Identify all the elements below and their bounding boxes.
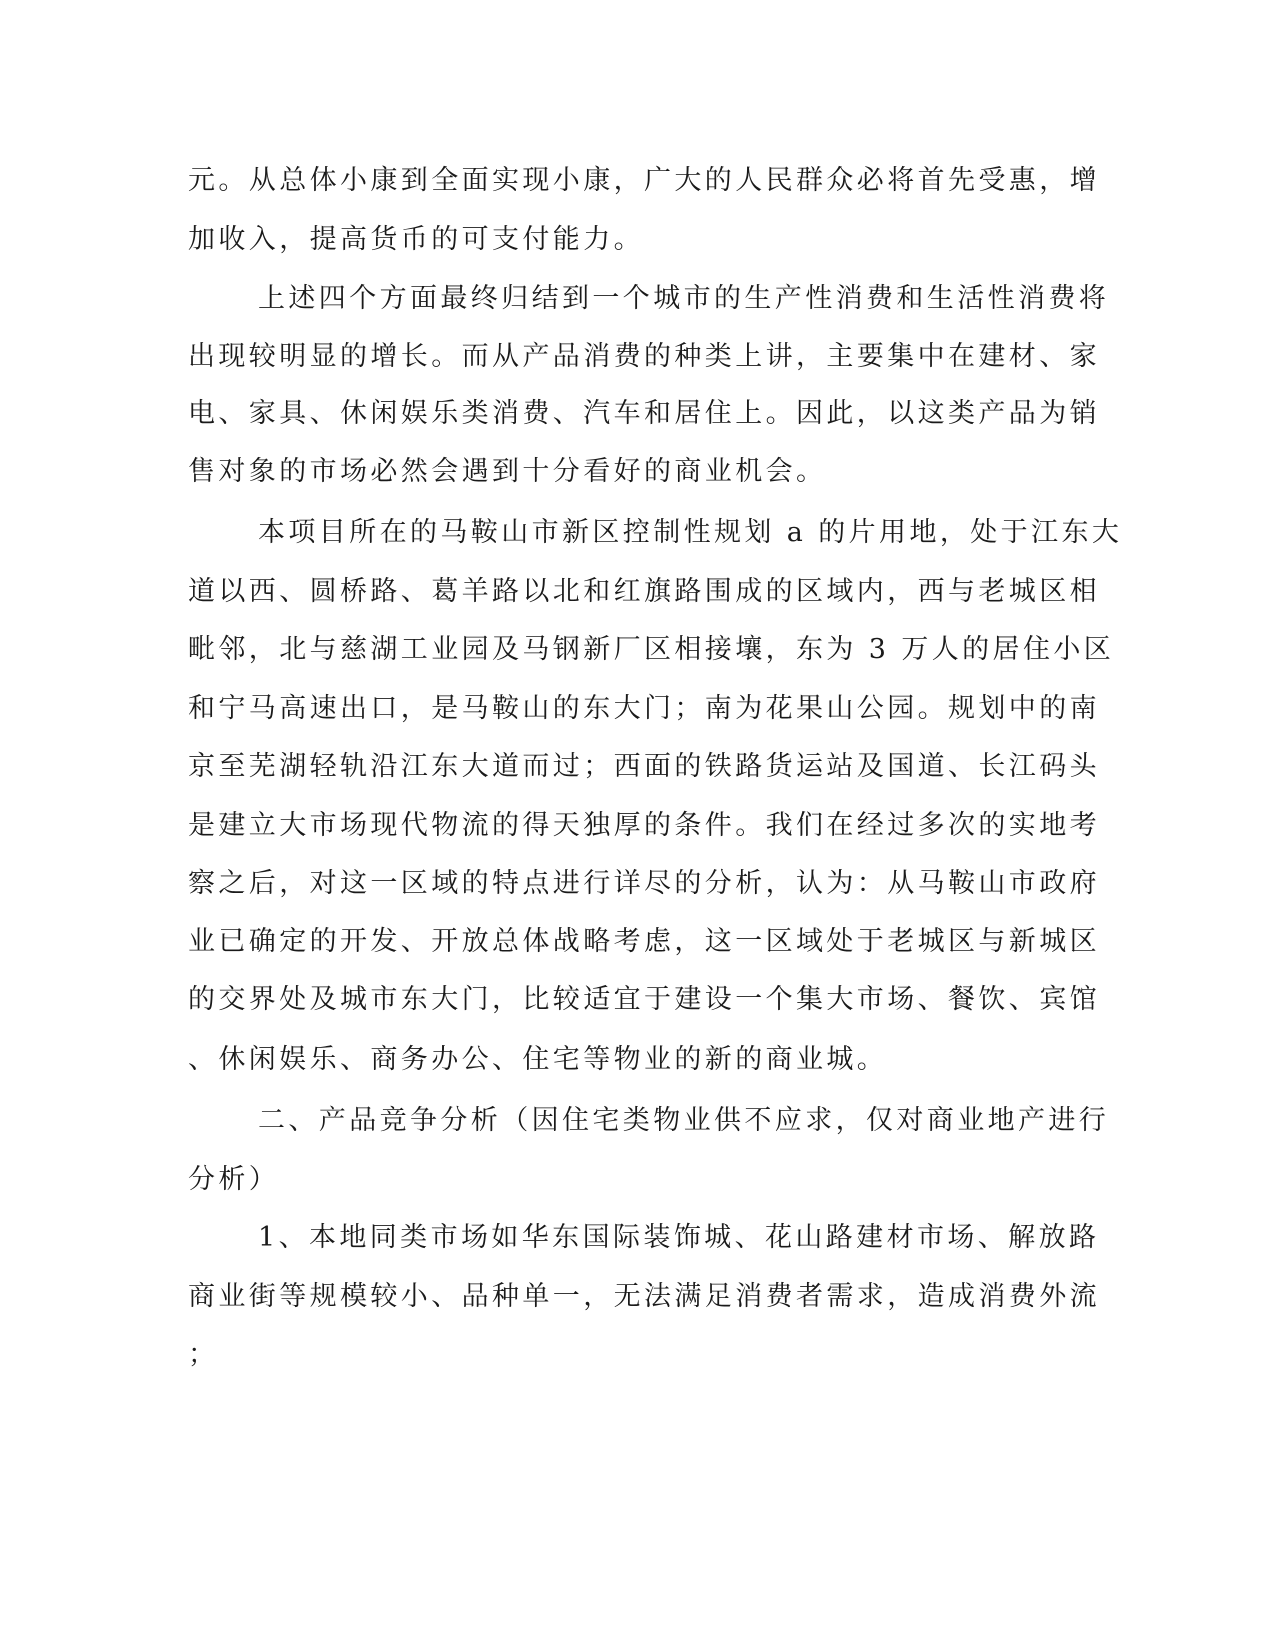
text-line: 和宁马高速出口，是马鞍山的东大门；南为花果山公园。规划中的南: [188, 693, 1100, 724]
text-line: 电、家具、休闲娱乐类消费、汽车和居住上。因此，以这类产品为销: [188, 398, 1100, 429]
section-heading-continued: 分析）: [188, 1164, 280, 1195]
text-line: 毗邻，北与慈湖工业园及马钢新厂区相接壤，东为 3 万人的居住小区: [188, 634, 1115, 665]
text-line: 的交界处及城市东大门，比较适宜于建设一个集大市场、餐饮、宾馆: [188, 984, 1100, 1015]
text-line: 出现较明显的增长。而从产品消费的种类上讲，主要集中在建材、家: [188, 341, 1100, 372]
text-line: 加收入，提高货币的可支付能力。: [188, 224, 644, 255]
text-line: 察之后，对这一区域的特点进行详尽的分析，认为：从马鞍山市政府: [188, 868, 1100, 899]
text-line: 、休闲娱乐、商务办公、住宅等物业的新的商业城。: [188, 1044, 888, 1075]
section-heading: 二、产品竞争分析（因住宅类物业供不应求，仅对商业地产进行: [258, 1105, 1110, 1136]
text-line: 售对象的市场必然会遇到十分看好的商业机会。: [188, 456, 827, 487]
list-item-first-line: 1、本地同类市场如华东国际装饰城、花山路建材市场、解放路: [258, 1222, 1100, 1253]
paragraph-first-line: 本项目所在的马鞍山市新区控制性规划 a 的片用地，处于江东大: [258, 517, 1123, 548]
text-line: 是建立大市场现代物流的得天独厚的条件。我们在经过多次的实地考: [188, 810, 1100, 841]
paragraph-first-line: 上述四个方面最终归结到一个城市的生产性消费和生活性消费将: [258, 283, 1110, 314]
text-line: 元。从总体小康到全面实现小康，广大的人民群众必将首先受惠，增: [188, 165, 1100, 196]
text-line: 京至芜湖轻轨沿江东大道而过；西面的铁路货运站及国道、长江码头: [188, 751, 1100, 782]
text-line: 商业街等规模较小、品种单一，无法满足消费者需求，造成消费外流: [188, 1281, 1100, 1312]
text-line: 业已确定的开发、开放总体战略考虑，这一区域处于老城区与新城区: [188, 926, 1100, 957]
text-line: 道以西、圆桥路、葛羊路以北和红旗路围成的区域内，西与老城区相: [188, 576, 1100, 607]
text-line: ；: [188, 1339, 219, 1370]
